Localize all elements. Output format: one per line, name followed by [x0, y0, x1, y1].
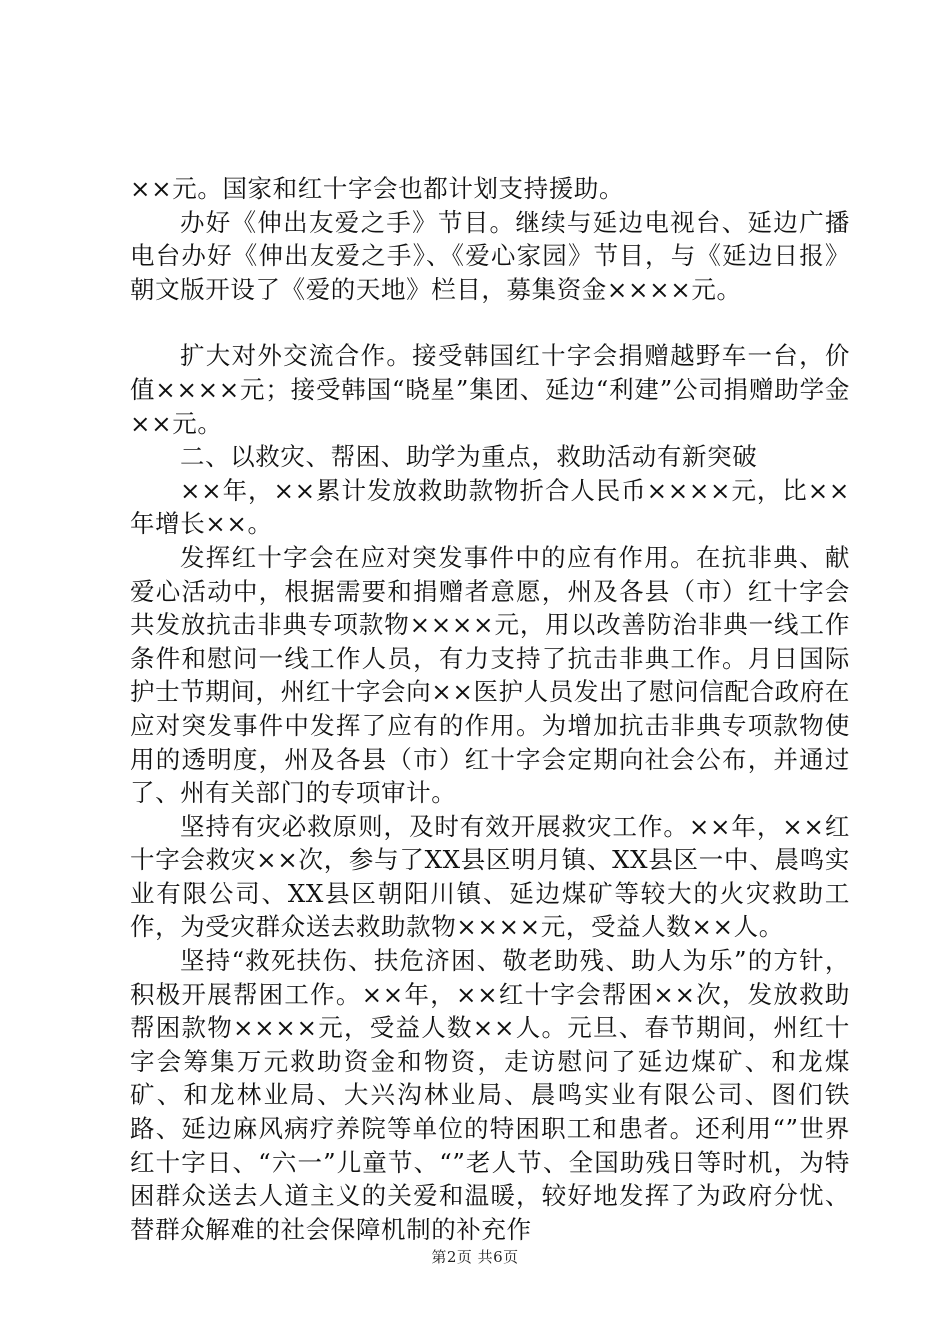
- section-heading-two: 二、以救灾、帮困、助学为重点，救助活动有新突破: [180, 442, 758, 472]
- paragraph-external-cooperation: 扩大对外交流合作。接受韩国红十字会捐赠越野车一台，价值××××元；接受韩国“晓星”集团、延边“利建”公司捐赠助学金××元。: [130, 341, 850, 438]
- page-number-footer: 第2页 共6页: [431, 1248, 519, 1266]
- paragraph-poverty-assistance: 坚持“救死扶伤、扶危济困、敬老助残、助人为乐”的方针，积极开展帮困工作。××年，××红十字会帮困××次，发放救助帮困款物××××元，受益人数××人。元旦、春节期间，州红十字会筹集万元救助资金和物资，走访慰问了延边煤矿、和龙煤矿、和龙林业局、大兴沟林业局、晨鸣实业有限公司、图们铁路、延边麻风病疗养院等单位的特困职工和患者。还利用“”世界红十字日、“六一”儿童节、“”老人节、全国助残日等时机，为特困群众送去人道主义的关爱和温暖，较好地发挥了为政府分忧、替群众解难的社会保障机制的补充作: [130, 946, 850, 1244]
- paragraph-disaster-relief: 坚持有灾必救原则，及时有效开展救灾工作。××年，××红十字会救灾××次，参与了XX县区明月镇、XX县区一中、晨鸣实业有限公司、XX县区朝阳川镇、延边煤矿等较大的火灾救助工作，为受灾群众送去救助款物××××元，受益人数××人。: [130, 811, 850, 942]
- paragraph-continuation: ××元。国家和红十字会也都计划支持援助。: [130, 174, 625, 203]
- paragraph-tv-program: 办好《伸出友爱之手》节目。继续与延边电视台、延边广播电台办好《伸出友爱之手》、《爱心家园》节目，与《延边日报》朝文版开设了《爱的天地》栏目，募集资金××××元。: [130, 207, 850, 304]
- paragraph-annual-total: ××年，××累计发放救助款物折合人民币××××元，比××年增长××。: [130, 475, 850, 539]
- paragraph-emergency-response: 发挥红十字会在应对突发事件中的应有作用。在抗非典、献爱心活动中，根据需要和捐赠者意愿，州及各县（市）红十字会共发放抗击非典专项款物××××元，用以改善防治非典一线工作条件和慰问一线工作人员，有力支持了抗击非典工作。月日国际护士节期间，州红十字会向××医护人员发出了慰问信配合政府在应对突发事件中发挥了应有的作用。为增加抗击非典专项款物使用的透明度，州及各县（市）红十字会定期向社会公布，并通过了、州有关部门的专项审计。: [130, 542, 850, 808]
- document-body: [130, 172, 850, 1246]
